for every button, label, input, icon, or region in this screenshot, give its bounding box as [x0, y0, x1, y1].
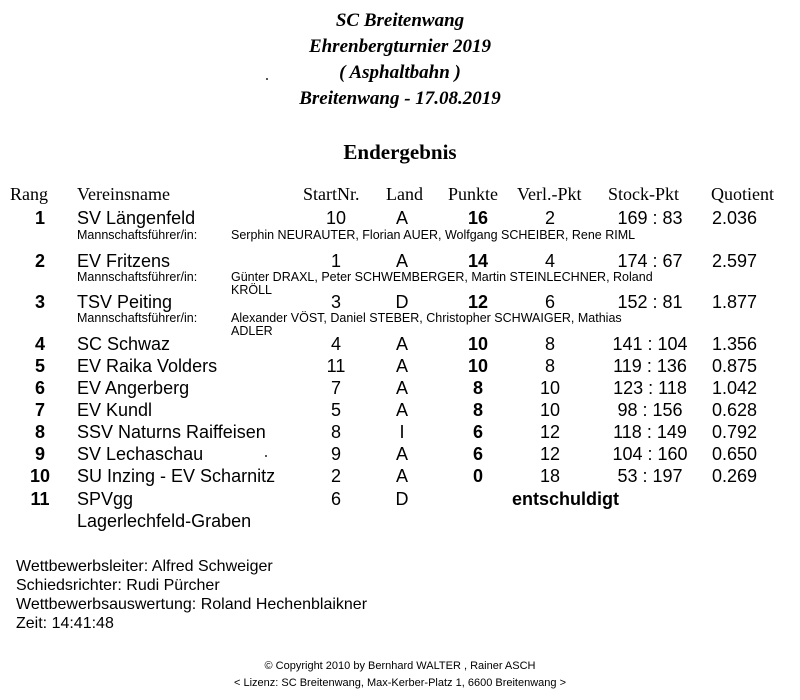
row-rank: 1	[34, 208, 45, 228]
row-punkte: 8	[472, 400, 483, 420]
row-verl-pkt: 12	[539, 422, 561, 442]
evaluation: Wettbewerbsauswertung: Roland Hechenblaikner	[16, 596, 368, 613]
row-stock-pkt: 53 : 197	[617, 466, 683, 486]
row-team: TSV Peiting	[77, 292, 173, 312]
row-land: A	[395, 334, 408, 354]
row-land: A	[395, 466, 408, 486]
row-stock-pkt: 152 : 81	[617, 292, 683, 312]
row-verl-pkt: 2	[544, 208, 555, 228]
row-quotient: 0.269	[712, 466, 758, 486]
col-vereinsname: Vereinsname	[77, 184, 170, 204]
row-land: I	[399, 422, 405, 442]
row-startnr: 9	[330, 444, 341, 464]
row-punkte: 10	[467, 334, 489, 354]
row-startnr: 10	[325, 208, 347, 228]
row-stock-pkt: 118 : 149	[613, 422, 687, 442]
row-quotient: 0.792	[712, 422, 758, 442]
col-land: Land	[386, 184, 423, 204]
row-startnr: 7	[330, 378, 341, 398]
referee: Schiedsrichter: Rudi Pürcher	[16, 577, 220, 594]
row-verl-pkt: 10	[539, 378, 561, 398]
row-verl-pkt: 8	[544, 334, 555, 354]
row-team: EV Fritzens	[77, 251, 171, 271]
row-rank: 11	[30, 489, 50, 509]
row-verl-pkt: 18	[539, 466, 561, 486]
row-rank: 6	[34, 378, 45, 398]
col-quotient: Quotient	[711, 184, 774, 204]
row-rank: 5	[34, 356, 45, 376]
row-verl-pkt: 12	[539, 444, 561, 464]
scan-speck	[266, 78, 268, 80]
row-startnr: 1	[330, 251, 341, 271]
row-startnr: 2	[330, 466, 341, 486]
row-punkte: 12	[467, 292, 489, 312]
row-rank: 7	[34, 400, 45, 420]
row-verl-pkt: 6	[544, 292, 555, 312]
col-verl-pkt: Verl.-Pkt	[517, 184, 582, 204]
result-title: Endergebnis	[343, 140, 457, 164]
row-rank: 3	[34, 292, 45, 312]
row-quotient: 0.628	[712, 400, 758, 420]
captain-label: Mannschaftsführer/in:	[77, 270, 198, 284]
col-rang: Rang	[10, 184, 48, 204]
col-stock-pkt: Stock-Pkt	[608, 184, 680, 204]
row-verl-pkt: 10	[539, 400, 561, 420]
row-land: D	[395, 489, 409, 509]
row-quotient: 2.597	[712, 251, 758, 271]
row-punkte: 16	[467, 208, 489, 228]
row-quotient: 0.650	[712, 444, 758, 464]
row-rank: 10	[29, 466, 51, 486]
row-team: SC Schwaz	[77, 334, 171, 354]
row-punkte: 0	[472, 466, 483, 486]
row-quotient: 1.356	[712, 334, 758, 354]
row-verl-pkt: 4	[544, 251, 555, 271]
time: Zeit: 14:41:48	[16, 615, 114, 632]
row-team: SV Längenfeld	[77, 208, 196, 228]
col-startnr: StartNr.	[303, 184, 360, 204]
row-team: EV Kundl	[77, 400, 153, 420]
row-stock-pkt: 141 : 104	[612, 334, 688, 354]
row-land: D	[395, 292, 409, 312]
surface-subtitle: ( Asphaltbahn )	[339, 62, 461, 83]
row-team: SU Inzing - EV Scharnitz	[77, 466, 276, 486]
row-startnr: 11	[326, 356, 346, 376]
row-startnr: 6	[330, 489, 341, 509]
captain-names: Günter DRAXL, Peter SCHWEMBERGER, Martin STEINLECHNER, Roland	[231, 270, 653, 284]
row-quotient: 0.875	[712, 356, 758, 376]
row-punkte: 8	[472, 378, 483, 398]
row-startnr: 4	[330, 334, 341, 354]
scan-speck	[265, 455, 267, 457]
row-stock-pkt: 104 : 160	[612, 444, 688, 464]
row-startnr: 3	[330, 292, 341, 312]
row-land: A	[395, 208, 408, 228]
row-startnr: 5	[330, 400, 341, 420]
row-punkte: 6	[472, 422, 483, 442]
row-verl-pkt: 8	[544, 356, 555, 376]
row-quotient: 1.877	[712, 292, 758, 312]
row-land: A	[395, 400, 408, 420]
row-stock-pkt: 98 : 156	[617, 400, 683, 420]
copyright-line: © Copyright 2010 by Bernhard WALTER , Rainer ASCH	[264, 660, 536, 672]
row-punkte: 14	[467, 251, 489, 271]
col-punkte: Punkte	[448, 184, 499, 204]
row-team: EV Angerberg	[77, 378, 190, 398]
captain-names-cont: ADLER	[231, 324, 273, 338]
row-punkte: 6	[472, 444, 483, 464]
row-team: SPVgg	[77, 489, 134, 509]
row-land: A	[395, 444, 408, 464]
competition-leader: Wettbewerbsleiter: Alfred Schweiger	[16, 558, 273, 575]
row-stock-pkt: 169 : 83	[617, 208, 683, 228]
captain-label: Mannschaftsführer/in:	[77, 228, 198, 242]
captain-names-cont: KRÖLL	[231, 283, 272, 297]
status-excused: entschuldigt	[512, 489, 619, 509]
captain-names: Serphin NEURAUTER, Florian AUER, Wolfgang SCHEIBER, Rene RIML	[231, 228, 636, 242]
row-stock-pkt: 174 : 67	[617, 251, 683, 271]
row-land: A	[395, 251, 408, 271]
row-quotient: 2.036	[712, 208, 758, 228]
row-stock-pkt: 123 : 118	[613, 378, 687, 398]
row-rank: 8	[34, 422, 45, 442]
row-punkte: 10	[467, 356, 489, 376]
row-rank: 9	[34, 444, 45, 464]
row-team-cont: Lagerlechfeld-Graben	[77, 511, 252, 531]
captain-label: Mannschaftsführer/in:	[77, 311, 198, 325]
row-land: A	[395, 356, 408, 376]
row-rank: 2	[34, 251, 45, 271]
club-title: SC Breitenwang	[335, 10, 465, 31]
row-team: SV Lechaschau	[77, 444, 204, 464]
place-date: Breitenwang - 17.08.2019	[299, 88, 501, 109]
captain-names: Alexander VÖST, Daniel STEBER, Christopher SCHWAIGER, Mathias	[231, 311, 622, 325]
row-team: SSV Naturns Raiffeisen	[77, 422, 266, 442]
event-title: Ehrenbergturnier 2019	[308, 36, 492, 57]
row-team: EV Raika Volders	[77, 356, 218, 376]
license-line: < Lizenz: SC Breitenwang, Max-Kerber-Platz 1, 6600 Breitenwang >	[233, 677, 566, 689]
row-stock-pkt: 119 : 136	[613, 356, 687, 376]
row-rank: 4	[34, 334, 45, 354]
row-startnr: 8	[330, 422, 341, 442]
row-quotient: 1.042	[712, 378, 758, 398]
row-land: A	[395, 378, 408, 398]
